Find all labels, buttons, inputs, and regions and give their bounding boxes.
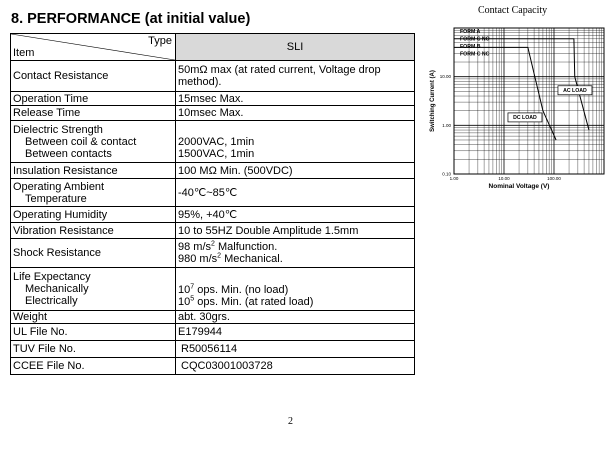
row-value: 15msec Max. [176, 92, 415, 106]
table-row [11, 61, 415, 92]
table-row [11, 163, 415, 179]
legend-entry: FORM C NC [460, 51, 490, 58]
table-row [11, 239, 415, 268]
table-row [11, 121, 415, 163]
row-label: Operation Time [11, 92, 176, 106]
table-row [11, 341, 415, 358]
row-label-main: Life Expectancy [13, 271, 91, 283]
legend-entry: FORM B [460, 44, 481, 50]
header-model-cell: SLI [176, 34, 415, 61]
legend-entry: FORM C NO [460, 36, 490, 43]
row-value: 10msec Max. [176, 106, 415, 121]
row-label: UL File No. [11, 324, 176, 341]
header-item-label: Item [13, 47, 35, 59]
row-value: CQC03001003728 [176, 358, 415, 375]
y-axis-label: Switching Current (A) [430, 70, 436, 132]
row-label [11, 268, 176, 311]
legend-entry: FORM A [460, 29, 481, 35]
performance-table [10, 33, 415, 375]
annotation-label: AC LOAD [563, 88, 587, 95]
row-label: CCEE File No. [11, 358, 176, 375]
row-label: Release Time [11, 106, 176, 121]
table-row [11, 311, 415, 324]
table-row [11, 223, 415, 239]
row-value: 95%, +40℃ [176, 207, 415, 223]
value-line: 98 $m/s^2$ Malfunction. [178, 240, 278, 253]
row-label: TUV File No. [11, 341, 176, 358]
row-value [176, 61, 415, 92]
y-tick-label: 1.00 [442, 122, 451, 128]
contact-capacity-chart [422, 18, 608, 198]
row-value [176, 268, 415, 311]
value-line: $10^7$ ops. Min. (no load) [178, 282, 289, 296]
row-value: 100 MΩ Min. (500VDC) [176, 163, 415, 179]
row-label [11, 179, 176, 207]
row-sublabel: Between contacts [25, 147, 112, 160]
section-title: 8. PERFORMANCE (at initial value) [11, 11, 251, 27]
row-label: Operating Humidity [11, 207, 176, 223]
row-label: Insulation Resistance [11, 163, 176, 179]
header-type-label: Type [148, 35, 172, 47]
value-line: $10^5$ ops. Min. (at rated load) [178, 294, 314, 308]
row-label [11, 121, 176, 163]
value-line: 2000VAC, 1min [178, 135, 255, 148]
row-value: -40℃~85℃ [176, 179, 415, 207]
table-row [11, 179, 415, 207]
table-row [11, 92, 415, 106]
row-label: Contact Resistance [11, 61, 176, 92]
annotation-label: DC LOAD [513, 115, 537, 122]
value-line: method). [178, 76, 222, 88]
row-value: R50056114 [176, 341, 415, 358]
row-value [176, 121, 415, 163]
row-sublabel: Between coil & contact [25, 135, 137, 148]
x-axis-label: Nominal Voltage (V) [488, 183, 550, 190]
x-tick-label: 10.00 [498, 176, 510, 181]
row-value: abt. 30grs. [176, 311, 415, 324]
value-line: 980 $m/s^2$ Mechanical. [178, 252, 283, 265]
row-sublabel: Electrically [25, 295, 78, 307]
header-item-cell [11, 34, 176, 61]
value-line: 50mΩ max (at rated current, Voltage drop [178, 64, 381, 76]
row-value: E179944 [176, 324, 415, 341]
row-sublabel: Mechanically [25, 283, 89, 295]
chart-title: Contact Capacity [478, 5, 548, 16]
table-row [11, 207, 415, 223]
table-row [11, 106, 415, 121]
row-label: Vibration Resistance [11, 223, 176, 239]
row-label-main: Dielectric Strength [13, 123, 103, 136]
x-tick-label: 100.00 [547, 176, 561, 181]
y-tick-label: 0.10 [442, 171, 451, 177]
row-sublabel: Temperature [25, 192, 87, 205]
value-line: 1500VAC, 1min [178, 147, 255, 160]
row-value [176, 239, 415, 268]
page-number: 2 [288, 416, 293, 427]
table-row [11, 358, 415, 375]
x-tick-label: 1.00 [449, 176, 459, 181]
row-label: Weight [11, 311, 176, 324]
series-line [454, 47, 556, 140]
table-row [11, 324, 415, 341]
table-row [11, 268, 415, 311]
row-value: 10 to 55HZ Double Amplitude 1.5mm [176, 223, 415, 239]
row-label: Shock Resistance [11, 239, 176, 268]
y-tick-label: 10.00 [439, 74, 451, 80]
row-label-main: Operating Ambient [13, 180, 105, 193]
table-header-row [11, 34, 415, 61]
